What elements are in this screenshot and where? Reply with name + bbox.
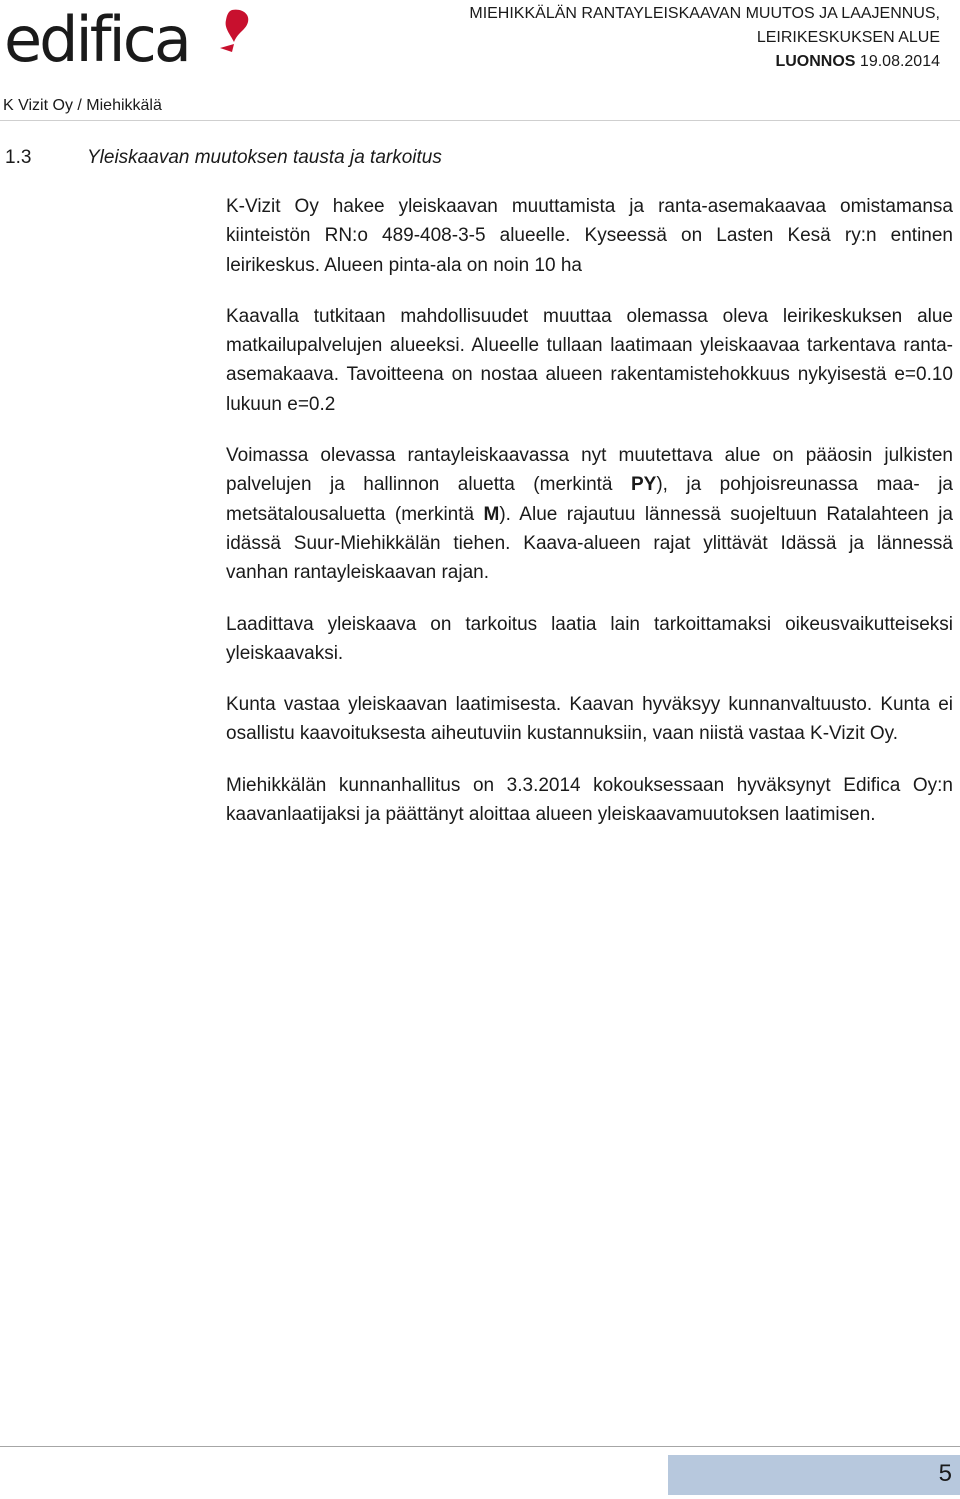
- edifica-logo: [4, 4, 254, 84]
- footer-divider: [0, 1446, 960, 1447]
- paragraph: Miehikkälän kunnanhallitus on 3.3.2014 kokouksessaan hyväksynyt Edifica Oy:n kaavanlaatijaksi ja päättänyt aloittaa alueen yleiskaavamuutoksen laatimisen.: [226, 774, 953, 826]
- logo-mark-icon: [218, 8, 252, 54]
- paragraph: [226, 441, 953, 587]
- document-date: 19.08.2014: [859, 53, 940, 70]
- paragraph-text: Voimassa olevassa rantayleiskaavassa nyt muutettava alue on pääosin julkisten palvelujen ja hallinnon aluetta (merkintä: [226, 445, 953, 496]
- page-number-box: [668, 1455, 960, 1495]
- paragraph: K-Vizit Oy hakee yleiskaavan muuttamista ja ranta-asemakaavaa omistamansa kiinteistön RN:o 489-408-3-5 alueelle. Kyseessä on Lasten Kesä ry:n entinen leirikeskus. Alueen pinta-ala on noin 10 ha: [226, 196, 953, 276]
- section-title: Yleiskaavan muutoksen tausta ja tarkoitus: [87, 147, 442, 168]
- paragraph: Laadittava yleiskaava on tarkoitus laatia lain tarkoittamaksi oikeusvaikutteiseksi yleiskaavaksi.: [226, 613, 953, 664]
- paragraph-text: ). Alue rajautuu lännessä suojeltuun Ratalahteen ja idässä Suur-Miehikkälän tiehen. Kaava-alueen rajat ylittävät Idässä ja lännessä vanhan rantayleiskaavan rajan.: [226, 503, 953, 584]
- paragraph: Kaavalla tutkitaan mahdollisuudet muuttaa olemassa oleva leirikeskuksen alue matkailupalvelujen alueeksi. Alueelle tullaan laatimaan yleiskaavaa tarkentava ranta-asemakaava. Tavoitteena on nostaa alueen rakentamistehokkuus nykyisestä e=0.10 lukuun e=0.2: [226, 305, 953, 415]
- section-heading: [5, 145, 442, 171]
- designation-py: PY: [630, 474, 657, 496]
- document-body: [226, 192, 953, 851]
- header-divider: [0, 120, 960, 121]
- page-number: 5: [938, 1460, 952, 1487]
- document-status-line: [469, 50, 940, 74]
- status-label: LUONNOS: [775, 53, 856, 70]
- document-title-line2: LEIRIKESKUKSEN ALUE: [756, 29, 940, 46]
- paragraph-text: ), ja pohjoisreunassa maa- ja metsätalousaluetta (merkintä: [226, 474, 953, 525]
- document-header: [469, 2, 940, 74]
- logo-wordmark: edifica: [4, 3, 189, 76]
- paragraph: Kunta vastaa yleiskaavan laatimisesta. Kaavan hyväksyy kunnanvaltuusto. Kunta ei osallistu kaavoituksesta aiheutuviin kustannuksiin, vaan niistä vastaa K-Vizit Oy.: [226, 694, 953, 745]
- designation-m: M: [483, 503, 500, 525]
- document-title-line1: MIEHIKKÄLÄN RANTAYLEISKAAVAN MUUTOS JA LAAJENNUS,: [469, 5, 940, 22]
- section-number: 1.3: [5, 147, 32, 168]
- client-name: K Vizit Oy / Miehikkälä: [3, 97, 162, 114]
